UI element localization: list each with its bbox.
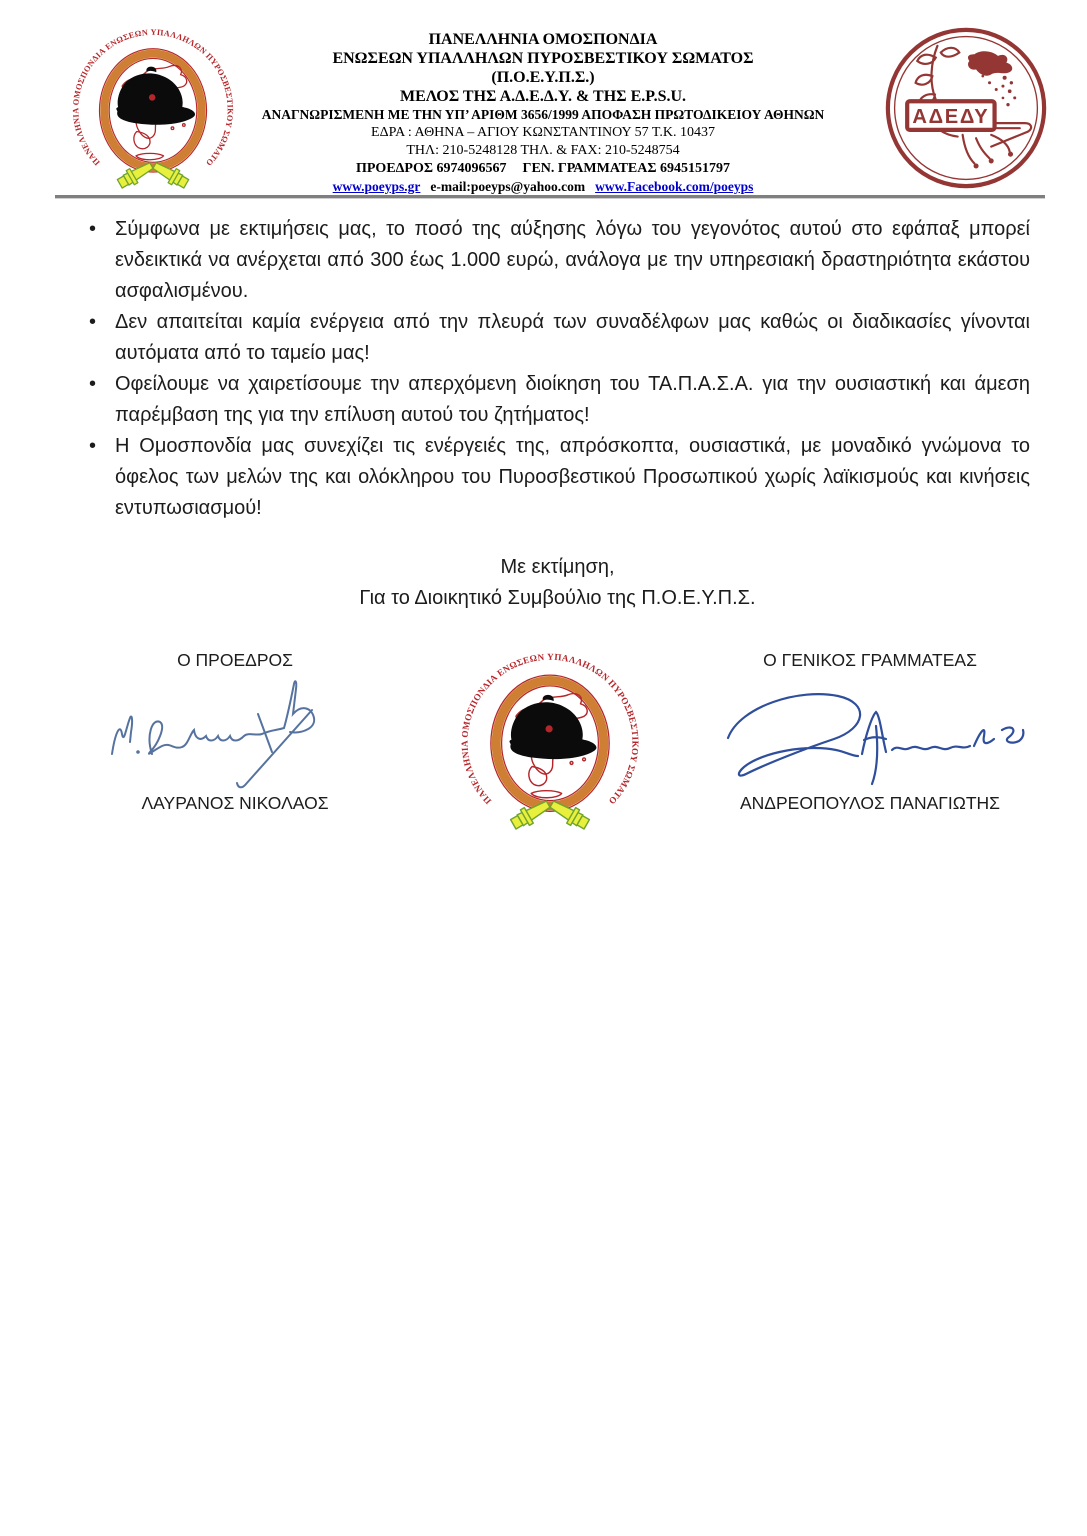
org-officer-phones: [243, 160, 843, 178]
closing-block: [85, 552, 1030, 614]
bullet-item: [85, 431, 1030, 524]
bullet-item: [85, 369, 1030, 431]
poeyps-logo-stamp: [458, 650, 642, 840]
bullet-text: Η Ομοσπονδία μας συνεχίζει τις ενέργειές της, απρόσκοπτα, ουσιαστικά, με μοναδικό γνώμονα το όφελος των μελών της και ολόκληρου του Πυροσβεστικού Προσωπικού χωρίς λαϊκισμούς και κινήσεις εντυπωσιασμού!: [115, 435, 1030, 519]
org-address: ΕΔΡΑ : ΑΘΗΝΑ – ΑΓΙΟΥ ΚΩΝΣΤΑΝΤΙΝΟΥ 57 Τ.Κ. 10437: [371, 125, 715, 140]
president-phone: ΠΡΟΕΔΡΟΣ 6974096567: [355, 161, 507, 176]
adedy-logo: [880, 24, 1052, 192]
secretary-title: Ο ΓΕΝΙΚΟΣ ΓΡΑΜΜΑΤΕΑΣ: [763, 650, 977, 670]
president-title: Ο ΠΡΟΕΔΡΟΣ: [177, 650, 293, 670]
header-divider: [55, 195, 1045, 199]
closing-salutation: Με εκτίμηση,: [500, 556, 615, 578]
poeyps-logo: [70, 26, 236, 198]
president-name: ΛΑΥΡΑΝΟΣ ΝΙΚΟΛΑΟΣ: [141, 793, 329, 813]
bullet-text: Δεν απαιτείται καμία ενέργεια από την πλευρά των συναδέλφων μας καθώς οι διαδικασίες γίνονται αυτόματα από το ταμείο μας!: [115, 311, 1030, 364]
org-recognition: ΑΝΑΓΝΩΡΙΣΜΕΝΗ ΜΕ ΤΗΝ ΥΠ’ ΑΡΙΘΜ 3656/1999 ΑΠΟΦΑΣΗ ΠΡΩΤΟΔΙΚΕΙΟΥ ΑΘΗΝΩΝ: [261, 107, 825, 122]
bullet-text: Σύμφωνα με εκτιμήσεις μας, το ποσό της αύξησης λόγω του γεγονότος αυτού στο εφάπαξ μπορεί ενδεικτικά να ανέρχεται από 300 έως 1.000 ευρώ, ανάλογα με την υπηρεσιακή δραστηριότητα εκάστου ασφαλισμένου.: [115, 218, 1030, 302]
org-name-line2: ΕΝΩΣΕΩΝ ΥΠΑΛΛΗΛΩΝ ΠΥΡΟΣΒΕΣΤΙΚΟΥ ΣΩΜΑΤΟΣ: [332, 50, 754, 67]
bullet-text: Οφείλουμε να χαιρετίσουμε την απερχόμενη διοίκηση του ΤΑ.Π.Α.Σ.Α. για την ουσιαστική και άμεση παρέμβαση της για την επίλυση αυτού του ζητήματος!: [115, 373, 1030, 426]
email-text: e-mail:poeyps@yahoo.com: [430, 179, 586, 194]
bullet-item: [85, 214, 1030, 307]
org-links: [243, 178, 843, 196]
secretary-signature: [712, 684, 1040, 796]
org-phone-fax: ΤΗΛ: 210-5248128 ΤΗΛ. & FAX: 210-5248754: [406, 143, 680, 158]
org-abbreviation: (Π.Ο.Ε.Υ.Π.Σ.): [491, 69, 595, 86]
bullet-item: [85, 307, 1030, 369]
closing-board-line: Για το Διοικητικό Συμβούλιο της Π.Ο.Ε.Υ.Π.Σ.: [359, 587, 756, 609]
org-membership: ΜΕΛΟΣ ΤΗΣ Α.Δ.Ε.Δ.Υ. & ΤΗΣ E.P.S.U.: [399, 88, 687, 105]
president-signature: [100, 672, 362, 794]
secretary-phone: ΓΕΝ. ΓΡΑΜΜΑΤΕΑΣ 6945151797: [522, 161, 731, 176]
bullet-list: [85, 214, 1030, 524]
facebook-link[interactable]: www.Facebook.com/poeyps: [595, 179, 754, 194]
website-link[interactable]: www.poeyps.gr: [332, 179, 421, 194]
org-name-line1: ΠΑΝΕΛΛΗΝΙΑ ΟΜΟΣΠΟΝΔΙΑ: [428, 31, 658, 48]
secretary-name: ΑΝΔΡΕΟΠΟΥΛΟΣ ΠΑΝΑΓΙΩΤΗΣ: [740, 793, 1000, 813]
letterhead: [243, 30, 843, 196]
